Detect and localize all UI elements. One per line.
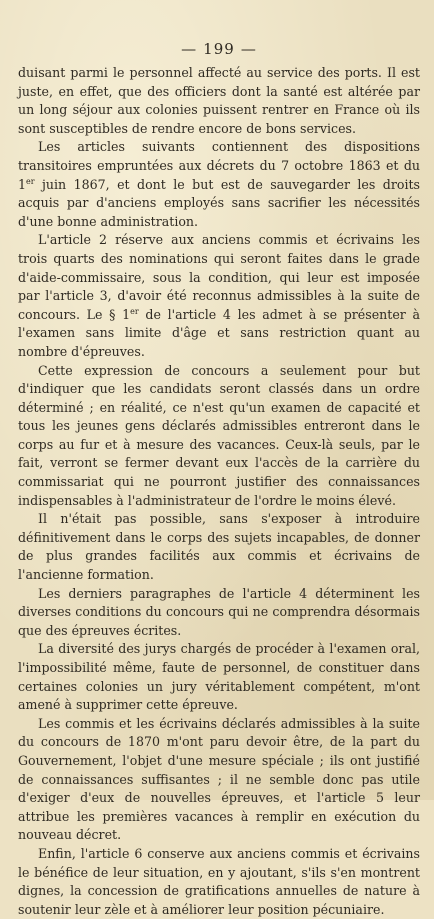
page-number-dash-left: —: [181, 40, 198, 58]
paragraph-text: L'article 2 réserve aux anciens commis et écrivains les trois quarts des nominations qui seront faites dans le grade d'aide-commissaire, sous la condition, qui leur est imposée par l'article 3, d'avoir été reconnus admissibles à la suite de concours. Le § 1: [18, 232, 420, 322]
paragraph-4: [18, 362, 420, 511]
paragraph-8: [18, 715, 420, 845]
superscript: er: [26, 176, 35, 186]
paragraph-text: Cette expression de concours a seulement pour but d'indiquer que les candidats seront classés dans un ordre déterminé ; en réalité, ce n'est qu'un examen de capacité et tous les jeunes gens déclarés admissibles entreront dans le corps au fur et à mesure des vacances. Ceux-là seuls, par le fait, verront se fermer devant eux l'accès de la carrière du commissariat qui ne pourront justifier des connaissances indispensables à l'administrateur de l'ordre le moins élevé.: [18, 362, 420, 508]
superscript: er: [130, 306, 139, 316]
paragraph-text: juin 1867, et dont le but est de sauvegarder les droits acquis par d'anciens employés sans sacrifier les nécessités d'une bonne administration.: [18, 176, 420, 229]
paragraph-text: de l'article 4 les admet à se présenter à l'examen sans limite d'âge et sans restriction quant au nombre d'épreuves.: [18, 306, 420, 359]
paragraph-text: Les derniers paragraphes de l'article 4 déterminent les diverses conditions du concours qui ne comprendra désormais que des épreuves écrites.: [18, 585, 420, 638]
body-text: [18, 64, 420, 919]
page-number-dash-right: —: [240, 40, 257, 58]
paragraph-text: Les articles suivants contiennent des dispositions transitoires empruntées aux décrets du 7 octobre 1863 et du 1: [18, 139, 420, 192]
paragraph-text: Les commis et les écrivains déclarés admissibles à la suite du concours de 1870 m'ont paru devoir être, de la part du Gouvernement, l'objet d'une mesure spéciale ; ils ont justifié de connaissances suffisantes ; il ne semble donc pas utile d'exiger d'eux de nouvelles épreuves, et l'article 5 leur attribue les premières vacances à remplir en exécution du nouveau décret.: [18, 715, 420, 843]
paragraph-6: [18, 585, 420, 641]
paragraph-1: [18, 64, 420, 138]
paragraph-7: [18, 640, 420, 714]
paragraph-text: La diversité des jurys chargés de procéder à l'examen oral, l'impossibilité même, faute de personnel, de constituer dans certaines colonies un jury véritablement compétent, m'ont amené à supprimer cette épreuve.: [18, 641, 420, 713]
page-number-value: 199: [203, 40, 235, 58]
paragraph-text: Enfin, l'article 6 conserve aux anciens commis et écrivains le bénéfice de leur situation, en y ajoutant, s'ils s'en montrent dignes, la concession de gratifications annuelles de nature à soutenir leur zèle et à améliorer leur position pécuniaire.: [18, 845, 420, 917]
paragraph-text: Il n'était pas possible, sans s'exposer à introduire définitivement dans le corps des sujets incapables, de donner de plus grandes facilités aux commis et écrivains de l'ancienne formation.: [18, 511, 420, 583]
page-number: [18, 38, 420, 60]
paragraph-2: [18, 138, 420, 231]
paragraph-text: duisant parmi le personnel affecté au service des ports. Il est juste, en effet, que des officiers dont la santé est altérée par un long séjour aux colonies puissent rentrer en France où ils sont susceptibles de rendre encore de bons services.: [18, 65, 420, 136]
paragraph-9: [18, 845, 420, 919]
paragraph-3: [18, 231, 420, 361]
paragraph-5: [18, 510, 420, 584]
